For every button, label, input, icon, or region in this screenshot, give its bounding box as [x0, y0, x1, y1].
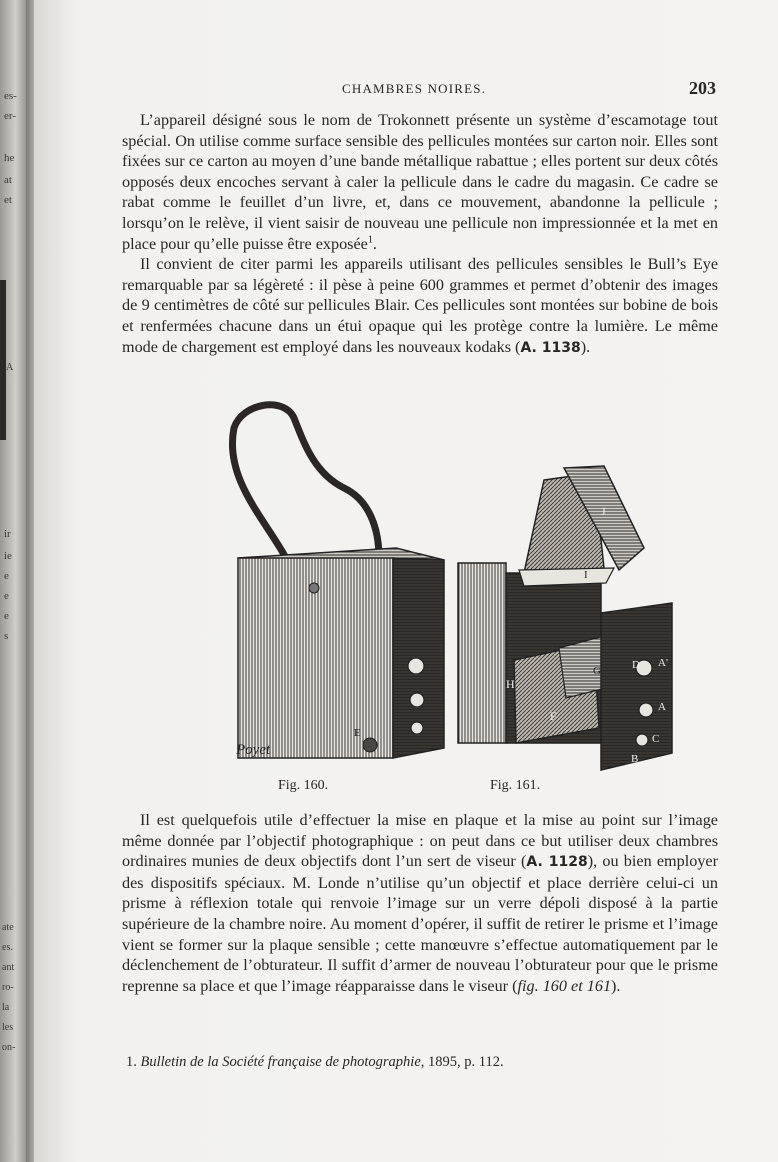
fig-label: E — [354, 727, 361, 739]
left-page-fragment: ie — [4, 550, 12, 562]
left-page-fragment: es. — [2, 942, 13, 953]
left-page-fragment: ro- — [2, 982, 14, 993]
left-page-fragment: he — [4, 152, 15, 164]
page-number: 203 — [689, 78, 716, 98]
lens-icon — [636, 734, 648, 746]
fig-label: F — [550, 709, 557, 723]
fig-label: I — [584, 569, 588, 581]
footnote-source-title: Bulletin de la Société française de photographie — [140, 1054, 421, 1070]
book-page — [34, 0, 778, 1162]
paragraph-text: Il est quelquefois utile d’effectuer la mise en plaque et la mise au point sur l’image même donnée par l’objectif photographique : on peut dans ce but utiliser deux chambres ordinaires munies de deux objectifs dont l’un sert de viseur ( — [122, 811, 718, 871]
left-page-fragment: e — [4, 590, 9, 602]
left-page-fragment: ant — [2, 962, 15, 973]
fig-label: A — [658, 701, 666, 713]
left-page-fragment: la — [2, 1002, 10, 1013]
lens-board — [601, 603, 672, 770]
figure-reference: fig. 160 et 161 — [517, 976, 612, 995]
lens-icon — [408, 658, 424, 674]
left-page-figure-edge — [0, 280, 6, 440]
fig-label: G — [593, 665, 601, 677]
viewfinder-icon — [411, 722, 423, 734]
footnote-number: 1. — [126, 1054, 137, 1070]
footnote — [126, 1054, 686, 1071]
fig-label: H — [506, 677, 515, 691]
fig-label: B — [631, 753, 639, 765]
fig-161-camera-cutaway — [458, 466, 672, 770]
paragraph-text: ), ou bien employer des dispositifs spéciaux. M. Londe n’utilise qu’un objectif et place derrière celui-ci un prisme à réflexion totale qui renvoie l’image sur un verre dépoli disposé à la partie supérieure de la chambre noire. Au moment d’opérer, il suffit de retirer le prisme et l’image vient se former sur la plaque sensible ; cette manœuvre s’effectue automatiquement par le déclenchement de l’obturateur. Il suffit d’armer de nouveau l’obturateur pour que le prisme reprenne sa place et que l’image réapparaisse dans le viseur ( — [122, 852, 718, 995]
paragraph-bulls-eye — [122, 254, 718, 358]
paragraph-text: ). — [611, 976, 621, 995]
left-page-fragment: e — [4, 610, 9, 622]
paragraph-text: ). — [580, 337, 591, 356]
figure-160-161-engraving — [194, 398, 668, 770]
fig-label: C — [652, 733, 660, 745]
left-page-fragment: at — [4, 174, 12, 186]
fig-160-camera — [232, 405, 444, 758]
viewfinder-icon — [410, 693, 424, 707]
paragraph-trokonnett — [122, 110, 718, 254]
left-page-fragment: s — [4, 630, 9, 642]
left-page-fragment: e — [4, 570, 9, 582]
lens-icon — [639, 703, 653, 717]
running-head-title: CHAMBRES NOIRES. — [342, 81, 487, 96]
strap-ring-icon — [309, 583, 319, 593]
paragraph-londe — [122, 810, 718, 996]
cross-reference: A. 1138 — [520, 339, 581, 356]
left-page-fragment: les — [2, 1022, 14, 1033]
left-page-fig-letter: A — [6, 362, 14, 373]
left-page-fragment: es- — [4, 90, 17, 102]
text-block-bottom — [122, 810, 718, 996]
left-page-fragment: ate — [2, 922, 14, 933]
plate-magazine — [458, 563, 506, 743]
left-page-fragment: et — [4, 194, 12, 206]
left-page-edge — [0, 0, 28, 1162]
ground-glass — [519, 568, 614, 586]
footnote-details: , 1895, p. 112. — [420, 1054, 504, 1070]
paragraph-text: L’appareil désigné sous le nom de Trokonnett présente un système d’escamotage tout spécial. On utilise comme surface sensible des pellicules montées sur carton noir. Elles sont fixées sur ce carton au moyen d’une bande métallique rabattue ; elles portent sur deux côtés opposés deux encoches servant à caler la pellicule dans le cadre du magasin. Ce cadre se rabat comme le feuillet d’un livre, et, dans ce mouvement, abandonne la pellicule ; lorsqu’on le relève, il vient saisir de nouveau une pellicule non impressionnée et la met en place pour qu’elle puisse être exposée — [122, 111, 718, 253]
paragraph-text: Il convient de citer parmi les appareils utilisant des pellicules sensibles le Bull’s Eye remarquable par sa légèreté : il pèse à peine 600 grammes et permet d’obtenir des images de 9 centimètres de côté sur pellicules Blair. Ces pellicules sont montées sur bobine de bois et renfermées chacune dans un étui opaque qui les protège contre la lumière. Le même mode de chargement est employé dans les nouveaux kodaks ( — [122, 255, 718, 356]
caption-fig-161: Fig. 161. — [490, 778, 541, 793]
paragraph-text: . — [372, 234, 377, 253]
carrying-strap — [232, 405, 379, 558]
winding-knob-icon — [363, 738, 377, 752]
fig-label: D — [632, 659, 640, 671]
engraver-signature: Poyet — [236, 742, 271, 758]
left-page-fragment: ir — [4, 528, 11, 540]
fig-label: J — [601, 504, 606, 518]
text-block-top — [122, 110, 718, 358]
fig-label: A' — [658, 657, 668, 669]
left-page-fragment: er- — [4, 110, 16, 122]
footnote-marker: 1 — [367, 234, 373, 246]
left-page-fragment: on- — [2, 1042, 16, 1053]
caption-fig-160: Fig. 160. — [278, 778, 329, 793]
cross-reference: A. 1128 — [526, 854, 588, 871]
running-head — [34, 78, 778, 101]
